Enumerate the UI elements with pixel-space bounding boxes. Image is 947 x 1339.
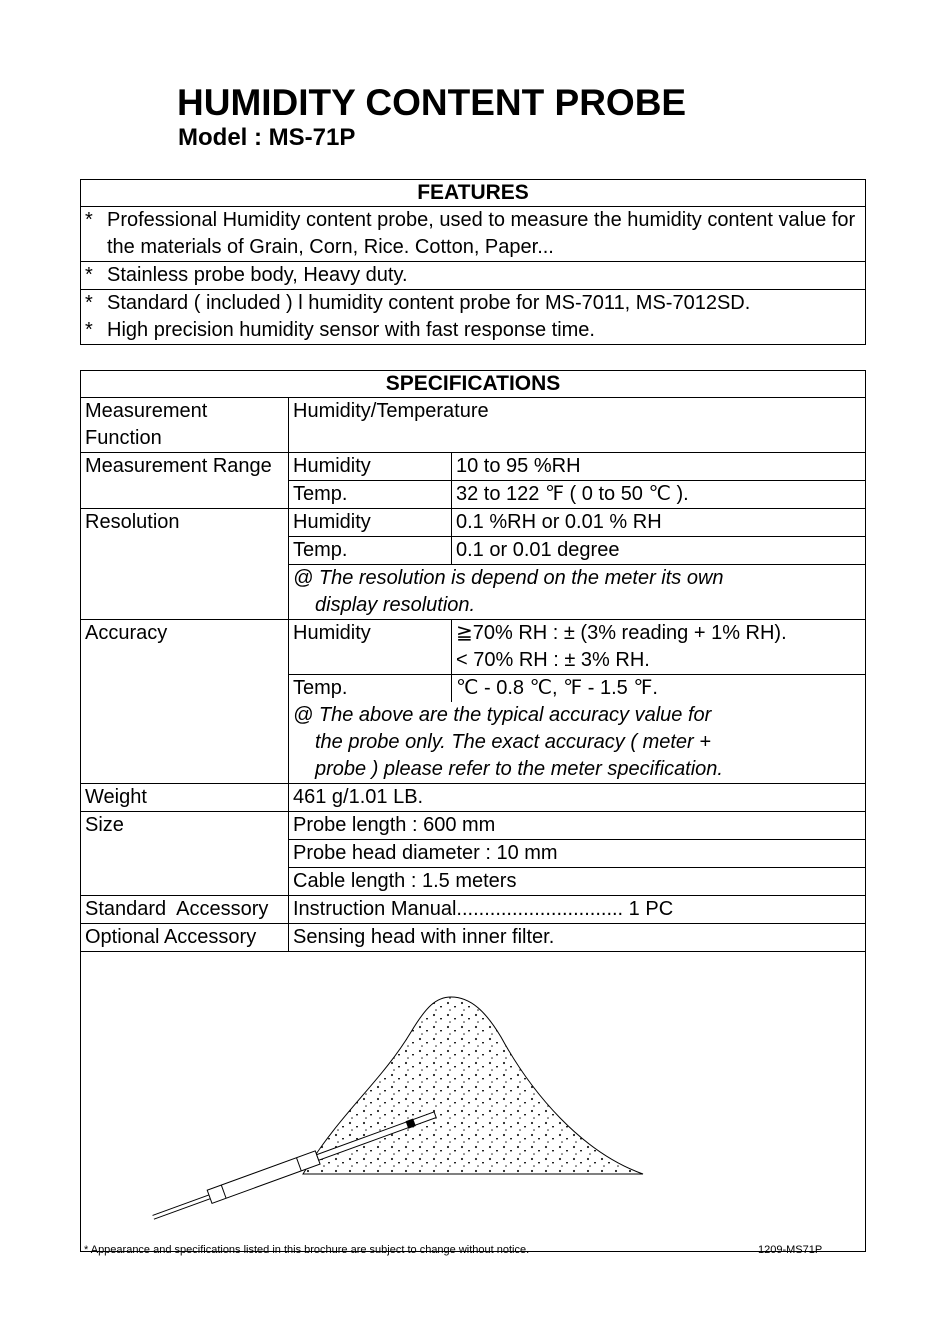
features-table xyxy=(80,179,866,345)
sub-label: Humidity xyxy=(289,453,452,481)
page-title: HUMIDITY CONTENT PROBE xyxy=(177,82,687,123)
resolution-note: @ The resolution is depend on the meter its own display resolution. xyxy=(289,565,866,620)
spec-label: Resolution xyxy=(81,509,289,620)
spec-label: Measurement Range xyxy=(81,453,289,509)
model-number: Model : MS-71P xyxy=(178,124,356,151)
feature-item: * Professional Humidity content probe, used to measure the humidity content value for the materials of Grain, Corn, Rice. Cotton, Paper... xyxy=(81,207,866,262)
spec-value: ≧70% RH : ± (3% reading + 1% RH). < 70% RH : ± 3% RH. xyxy=(452,620,866,675)
spec-value: 0.1 %RH or 0.01 % RH xyxy=(452,509,866,537)
spec-label: Standard Accessory xyxy=(81,896,289,924)
illustration-cell xyxy=(81,952,866,1252)
features-heading: FEATURES xyxy=(81,180,866,207)
document-code: 1209-MS71P xyxy=(758,1244,823,1256)
spec-label: Accuracy xyxy=(81,620,289,784)
spec-value: 32 to 122 ℉ ( 0 to 50 ℃ ). xyxy=(452,481,866,509)
feature-item: * High precision humidity sensor with fast response time. xyxy=(81,317,866,345)
probe-in-grain-illustration xyxy=(81,952,865,1250)
accuracy-note: @ The above are the typical accuracy value for the probe only. The exact accuracy ( meter + probe ) please refer to the meter specification. xyxy=(289,702,866,784)
spec-value: Probe head diameter : 10 mm xyxy=(289,840,866,868)
spec-value: ℃ - 0.8 ℃, ℉ - 1.5 ℉. xyxy=(452,675,866,703)
sub-label: Temp. xyxy=(289,537,452,565)
feature-item: * Stainless probe body, Heavy duty. xyxy=(81,262,866,290)
spec-value: 0.1 or 0.01 degree xyxy=(452,537,866,565)
spec-label: Optional Accessory xyxy=(81,924,289,952)
sub-label: Temp. xyxy=(289,481,452,509)
sub-label: Humidity xyxy=(289,620,452,675)
spec-value: Cable length : 1.5 meters xyxy=(289,868,866,896)
specifications-table xyxy=(80,370,866,1252)
spec-value: Probe length : 600 mm xyxy=(289,812,866,840)
spec-value: Humidity/Temperature xyxy=(289,398,866,453)
sub-label: Humidity xyxy=(289,509,452,537)
spec-label: Measurement Function xyxy=(81,398,289,453)
spec-label: Weight xyxy=(81,784,289,812)
sub-label: Temp. xyxy=(289,675,452,703)
spec-value: 10 to 95 %RH xyxy=(452,453,866,481)
specs-heading: SPECIFICATIONS xyxy=(81,371,866,398)
disclaimer: * Appearance and specifications listed in this brochure are subject to change without notice. xyxy=(84,1244,530,1256)
spec-label: Size xyxy=(81,812,289,896)
spec-value: 461 g/1.01 LB. xyxy=(289,784,866,812)
spec-value: Sensing head with inner filter. xyxy=(289,924,866,952)
feature-item: * Standard ( included ) l humidity content probe for MS-7011, MS-7012SD. xyxy=(81,290,866,318)
spec-value: Instruction Manual.............................. 1 PC xyxy=(289,896,866,924)
